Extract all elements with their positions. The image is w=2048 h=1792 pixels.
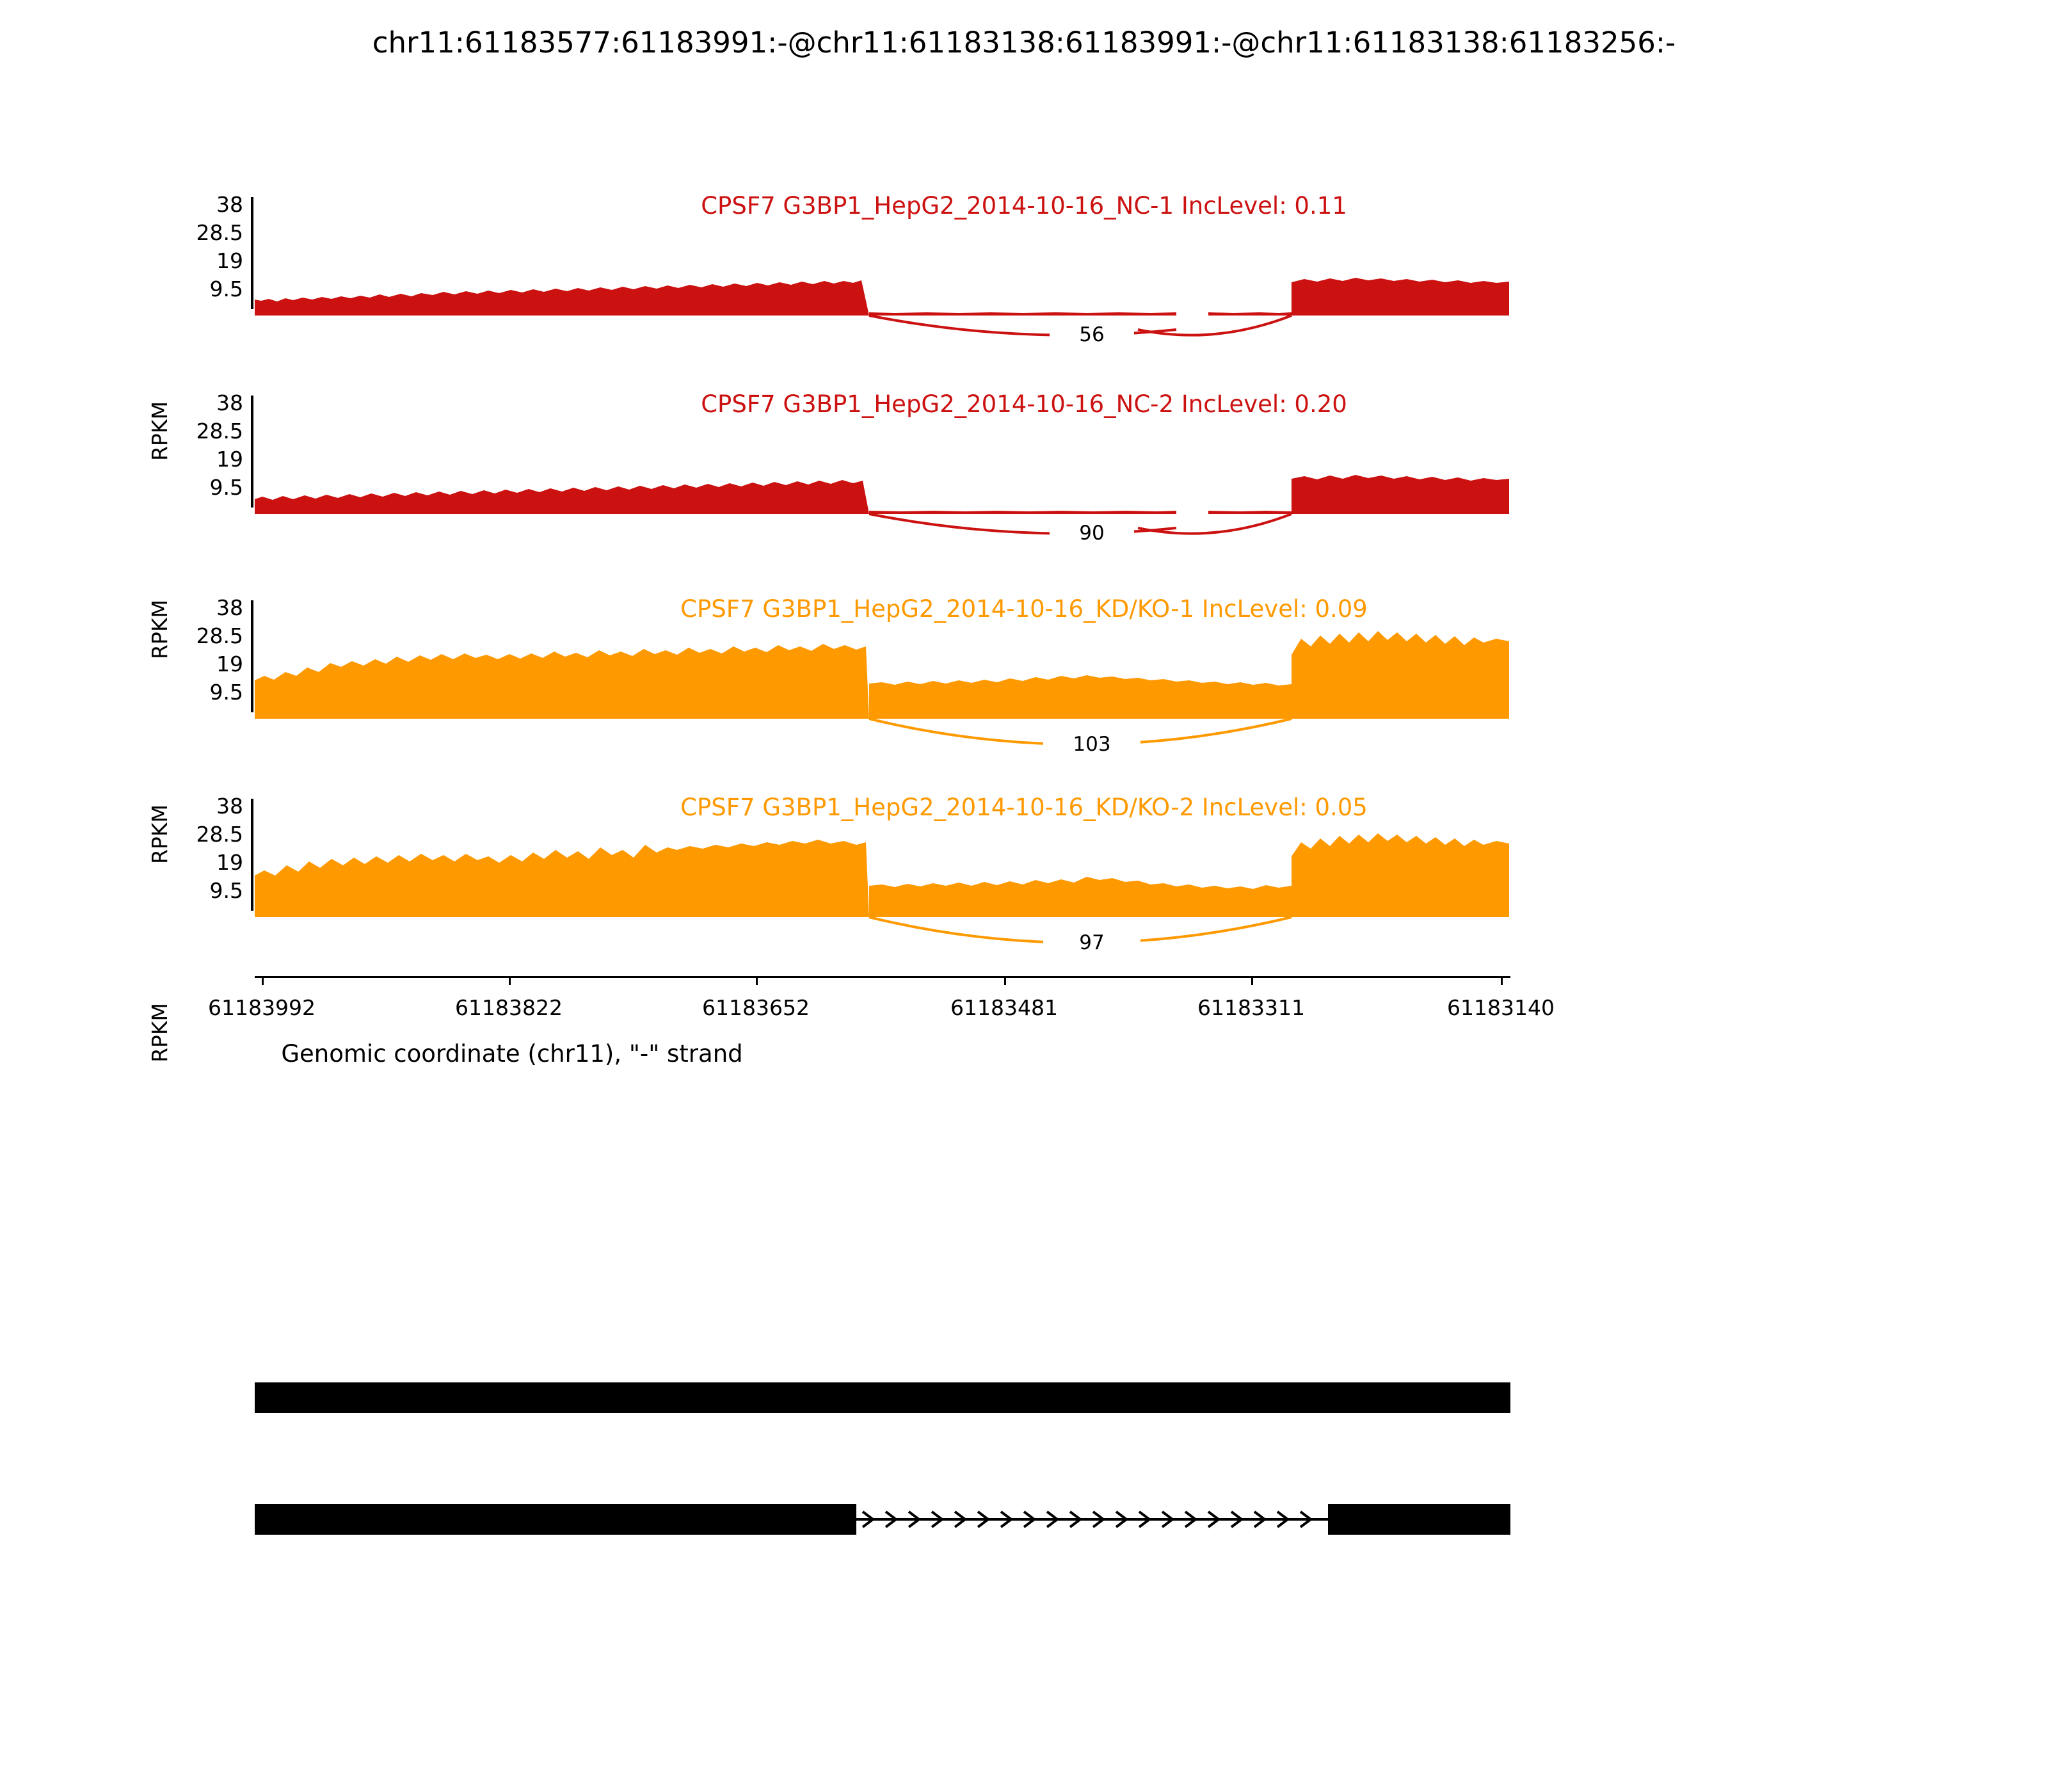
y-axis-label: RPKM xyxy=(147,600,172,659)
y-tick-28: 28.5 xyxy=(196,419,243,444)
junction-count-kd-2: 97 xyxy=(1043,931,1140,954)
x-tick-label-0: 61183992 xyxy=(208,995,316,1020)
track-title-kd-2: CPSF7 G3BP1_HepG2_2014-10-16_KD/KO-2 IncLevel: 0.05 xyxy=(680,794,1368,821)
track-title-nc-1: CPSF7 G3BP1_HepG2_2014-10-16_NC-1 IncLevel: 0.11 xyxy=(701,192,1347,220)
x-tick-mark-1 xyxy=(509,976,511,985)
x-tick-mark-0 xyxy=(262,976,264,985)
y-tick-9: 9.5 xyxy=(209,680,243,705)
page-title: chr11:61183577:61183991:-@chr11:61183138:61183991:-@chr11:61183138:61183256:- xyxy=(372,26,1676,60)
junction-count-kd-1: 103 xyxy=(1043,733,1140,756)
junction-count-nc-1: 56 xyxy=(1050,323,1134,346)
coverage-curve-kd-1 xyxy=(255,600,1535,767)
y-tick-28: 28.5 xyxy=(196,220,243,245)
y-axis-label: RPKM xyxy=(147,1003,172,1062)
y-tick-19: 19 xyxy=(216,447,243,472)
isoform-skipping-intron xyxy=(856,1504,1330,1535)
x-tick-label-3: 61183481 xyxy=(950,995,1058,1020)
track-title-nc-2: CPSF7 G3BP1_HepG2_2014-10-16_NC-2 IncLevel: 0.20 xyxy=(701,390,1347,418)
y-tick-38: 38 xyxy=(216,794,243,819)
y-tick-9: 9.5 xyxy=(209,878,243,903)
x-tick-mark-4 xyxy=(1251,976,1253,985)
y-tick-28: 28.5 xyxy=(196,822,243,847)
y-tick-28: 28.5 xyxy=(196,623,243,648)
x-tick-label-5: 61183140 xyxy=(1447,995,1555,1020)
y-tick-19: 19 xyxy=(216,652,243,676)
isoform-inclusion-exon xyxy=(255,1382,1510,1413)
x-axis-title: Genomic coordinate (chr11), "-" strand xyxy=(281,1040,743,1068)
coverage-curve-nc-1 xyxy=(255,197,1535,344)
x-tick-label-1: 61183822 xyxy=(455,995,563,1020)
y-tick-19: 19 xyxy=(216,850,243,875)
y-tick-19: 19 xyxy=(216,248,243,273)
y-tick-38: 38 xyxy=(216,390,243,415)
coverage-curve-nc-2 xyxy=(255,396,1535,543)
y-tick-9: 9.5 xyxy=(209,475,243,500)
y-tick-9: 9.5 xyxy=(209,276,243,301)
x-tick-label-2: 61183652 xyxy=(702,995,810,1020)
y-tick-38: 38 xyxy=(216,192,243,217)
x-tick-mark-2 xyxy=(756,976,758,985)
x-tick-mark-3 xyxy=(1004,976,1006,985)
junction-count-nc-2: 90 xyxy=(1050,522,1134,545)
track-title-kd-1: CPSF7 G3BP1_HepG2_2014-10-16_KD/KO-1 IncLevel: 0.09 xyxy=(680,595,1368,623)
y-tick-38: 38 xyxy=(216,595,243,620)
y-axis-label: RPKM xyxy=(147,401,172,461)
coverage-curve-kd-2 xyxy=(255,799,1535,965)
y-axis-label: RPKM xyxy=(147,804,172,864)
x-tick-mark-5 xyxy=(1501,976,1503,985)
x-axis-line xyxy=(255,976,1510,978)
x-tick-label-4: 61183311 xyxy=(1197,995,1305,1020)
isoform-skipping-exon-right xyxy=(1328,1504,1510,1535)
isoform-skipping-exon-left xyxy=(255,1504,856,1535)
